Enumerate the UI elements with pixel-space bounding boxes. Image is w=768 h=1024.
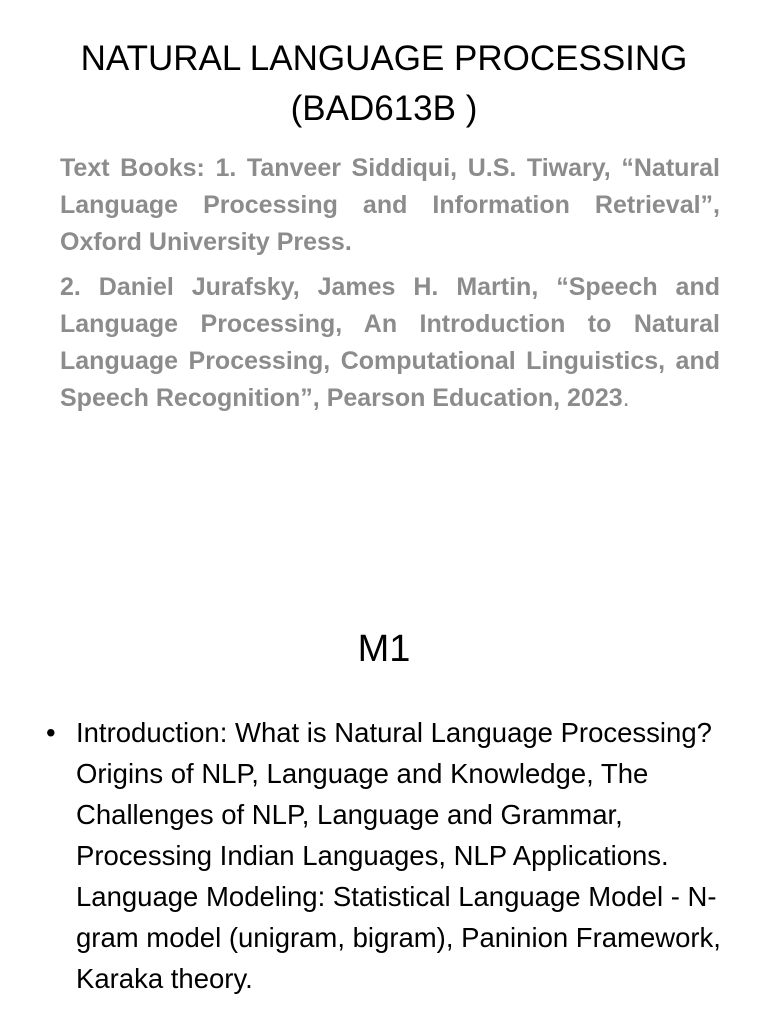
course-title bbox=[0, 34, 768, 134]
textbook-2-end: . bbox=[622, 384, 630, 412]
bullet-icon: • bbox=[46, 717, 56, 748]
list-item bbox=[44, 712, 724, 999]
course-title-line-2: (BAD613B ) bbox=[290, 89, 478, 128]
slide-module-1 bbox=[0, 600, 768, 1024]
course-title-line-1: NATURAL LANGUAGE PROCESSING bbox=[80, 39, 688, 78]
textbooks-block bbox=[60, 150, 720, 425]
module-topic-text: Introduction: What is Natural Language Processing? Origins of NLP, Language and Knowledge, The Challenges of NLP, Language and Grammar, Processing Indian Languages, NLP Applications. Language Modeling: Statistical Language Model - N-gram model (unigram, bigram), Paninion Framework, Karaka theory. bbox=[76, 717, 721, 994]
textbook-1: Text Books: 1. Tanveer Siddiqui, U.S. Tiwary, “Natural Language Processing and Information Retrieval”, Oxford University Press. bbox=[60, 154, 720, 256]
slide-course-title bbox=[0, 0, 768, 470]
module-topics-list bbox=[44, 712, 724, 999]
textbook-2-text: 2. Daniel Jurafsky, James H. Martin, “Speech and Language Processing, An Introduction to Natural Language Processing, Computational Linguistics, and Speech Recognition”, Pearson Education, 2023 bbox=[60, 273, 720, 412]
module-title: M1 bbox=[357, 628, 411, 670]
textbook-2 bbox=[60, 269, 720, 417]
